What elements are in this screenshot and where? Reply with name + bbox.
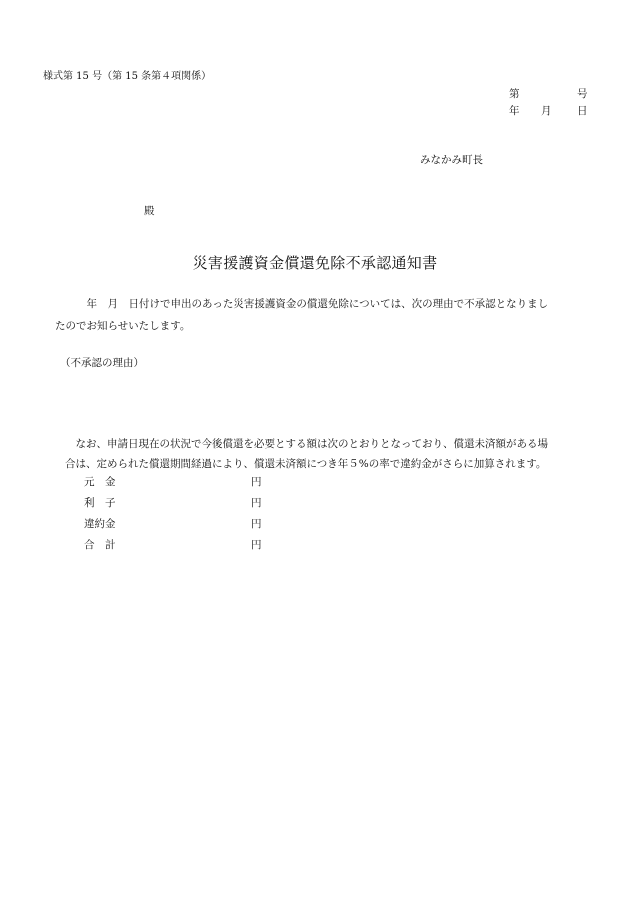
yen-unit: 円 (251, 497, 262, 509)
form-number-label: 様式第 15 号（第 15 条第４項関係） (43, 71, 212, 82)
amount-row-penalty (84, 516, 284, 537)
amount-label: 利 子 (84, 497, 116, 509)
amount-row-principal (84, 474, 284, 495)
yen-unit: 円 (251, 518, 262, 530)
issuer-name: みなかみ町長 (420, 154, 483, 166)
document-number (509, 86, 588, 101)
repayment-note-line: なお、申請日現在の状況で今後償還を必要とする額は次のとおりとなっており、償還未済額がある場 (65, 438, 548, 450)
amount-row-interest (84, 495, 284, 516)
yen-unit: 円 (251, 539, 262, 551)
notice-body-line: 年 月 日付けで申出のあった災害援護資金の償還免除については、次の理由で不承認となりまし (55, 298, 549, 310)
addressee-honorific: 殿 (144, 205, 155, 217)
document-date (509, 103, 588, 118)
document-number-suffix: 号 (577, 88, 588, 100)
yen-unit: 円 (251, 476, 262, 488)
notice-body-line: たのでお知らせいたします。 (55, 320, 191, 332)
amounts-list (84, 474, 284, 558)
repayment-note-line: 合は、定められた償還期間経過により、償還未済額につき年５%の率で違約金がさらに加算されます。 (65, 458, 547, 470)
amount-label: 違約金 (84, 518, 116, 530)
amount-label: 元 金 (84, 476, 116, 488)
amount-row-total (84, 537, 284, 558)
date-day-label: 日 (577, 105, 588, 117)
document-title: 災害援護資金償還免除不承認通知書 (192, 254, 438, 272)
document-number-prefix: 第 (509, 88, 520, 100)
notice-body (55, 293, 548, 337)
date-year-label: 年 (509, 105, 520, 117)
amount-label: 合 計 (84, 539, 116, 551)
rejection-reason-label: （不承認の理由） (60, 357, 144, 369)
repayment-note (65, 434, 548, 474)
date-month-label: 月 (541, 105, 552, 117)
